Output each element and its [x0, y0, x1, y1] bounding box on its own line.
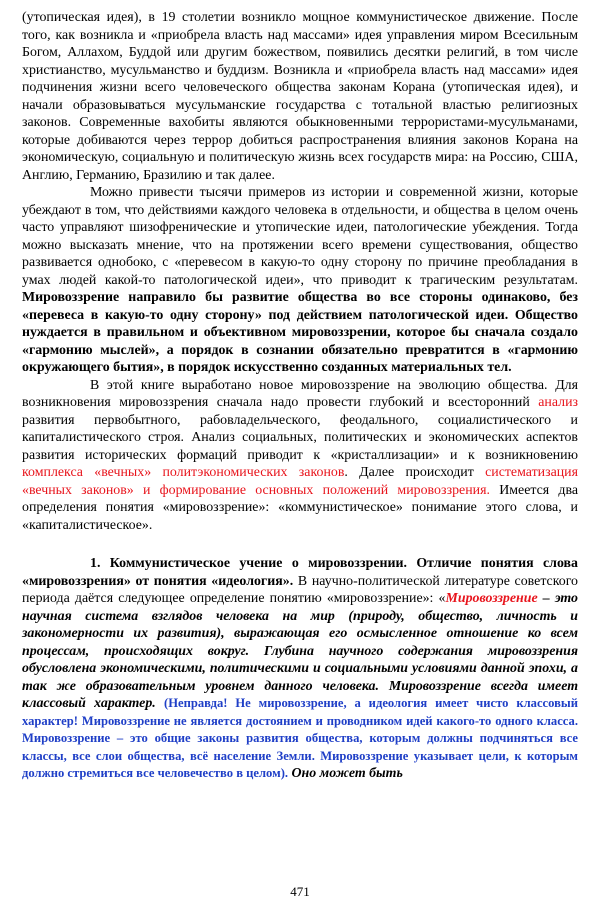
paragraph-3-red-laws: комплекса «вечных» политэкономических законов — [22, 465, 345, 480]
paragraph-3-text-d: Имеется два определения понятия «мировоззрение»: «коммунистическое» понимание этого слова, и «капиталистическое». — [22, 482, 579, 533]
paragraph-3-red-systematization: систематизация «вечных законов» и формирование основных положений мировоззрения. — [22, 465, 579, 498]
paragraph-4 — [22, 555, 578, 783]
paragraph-4-red-term: Мировоззрение — [445, 591, 538, 606]
section-gap — [22, 534, 578, 555]
paragraph-4-ending: Оно может быть — [291, 766, 403, 781]
paragraph-4-definition: – это научная система взглядов человека на мир (природу, общество, личность и закономерности их развития), выражающая его осмысленное отношение ко всем процессам, происходящих вокруг. Глубина научного содержания мировоззрения обусловлена экономическими, политическими и социальными условиями данной эпохи, а так же образовательным уровнем данного человека. Мировоззрение всегда имеет классовый характер. — [22, 591, 578, 711]
paragraph-1-text: (утопическая идея), в 19 столетии возникло мощное коммунистическое движение. После того, как возникла и «приобрела власть над массами» идея управления миром Всесильным Богом, Аллахом, Буддой или другим божеством, появились десятки религий, в том числе христианство, мусульманство и буддизм. Возникла и «приобрела власть над массами» идея подчинения жизни всего человеческого общества законам Корана (утопическая идея), и начали образовываться мусульманские государства с тотальной властью религиозных законов. Современные вахобиты являются обыкновенными террористами-мусульманами, которые добиваются через террор добиться распространения влияния законов Корана на экономическую, социальную и политическую жизнь всех государств мира: на Россию, США, Англию, Германию, Бразилию и так далее. — [22, 10, 578, 183]
paragraph-2-bold: Мировоззрение направило бы развитие общества во все стороны одинаково, без «перевеса в какую-то одну сторону» под действием патологической идеи. Общество нуждается в правильном и объективном мировоззрении, которое бы сначала создало «гармонию мыслей», а порядок в сознании обязательно превратится в «гармонию окружающего бытия», в порядок искусственно созданных материальных тел. — [22, 290, 578, 375]
paragraph-3-text-c: . Далее происходит — [344, 465, 474, 480]
paragraph-2 — [22, 184, 578, 377]
page-number: 471 — [290, 884, 310, 899]
paragraph-4-text-a: В научно-политической литературе советского периода даётся следующее определение понятию «мировоззрение»: « — [22, 573, 579, 606]
section-heading: 1. Коммунистическое учение о мировоззрении. Отличие понятия слова «мировоззрения» от понятия «идеология». — [22, 556, 578, 589]
paragraph-3 — [22, 377, 578, 535]
paragraph-3-red-analysis: анализ — [538, 395, 578, 410]
paragraph-3-text-a: В этой книге выработано новое мировоззрение на эволюцию общества. Для возникновения мировоззрения сначала надо провести глубокий и всесторонний — [22, 377, 578, 410]
paragraph-3-text-b: развития первобытного, рабовладельческого, феодального, социалистического и капиталистического строя. Анализ социальных, политических и экономических аспектов развития исторических формаций приводит к «кристаллизации» и к возникновению — [22, 412, 578, 463]
paragraph-4-author-note: (Неправда! Не мировоззрение, а идеология имеет чисто классовый характер! Мировоззрение не является достоянием и проводником идей какого-то одного класса. Мировоззрение – это общие законы развития общества, которым должны подчиняться все классы, все слои общества, всё население Земли. Мировоззрение указывает цели, к которым должно стремиться все человечество в целом). — [22, 696, 578, 780]
paragraph-1 — [22, 9, 578, 184]
paragraph-2-text: Можно привести тысячи примеров из истории и современной жизни, которые убеждают в том, что действиями каждого человека в отдельности, и общества в целом очень часто управляют шизофренические и утопические идеи, патологические убеждения. Тогда можно высказать мнение, что на протяжении всего времени существования, общество развивается однобоко, с «перевесом в какую-то одну сторону по причине преобладания в умах людей какой-то патологической идеи», что приводит к трагическим результатам. — [22, 185, 578, 288]
